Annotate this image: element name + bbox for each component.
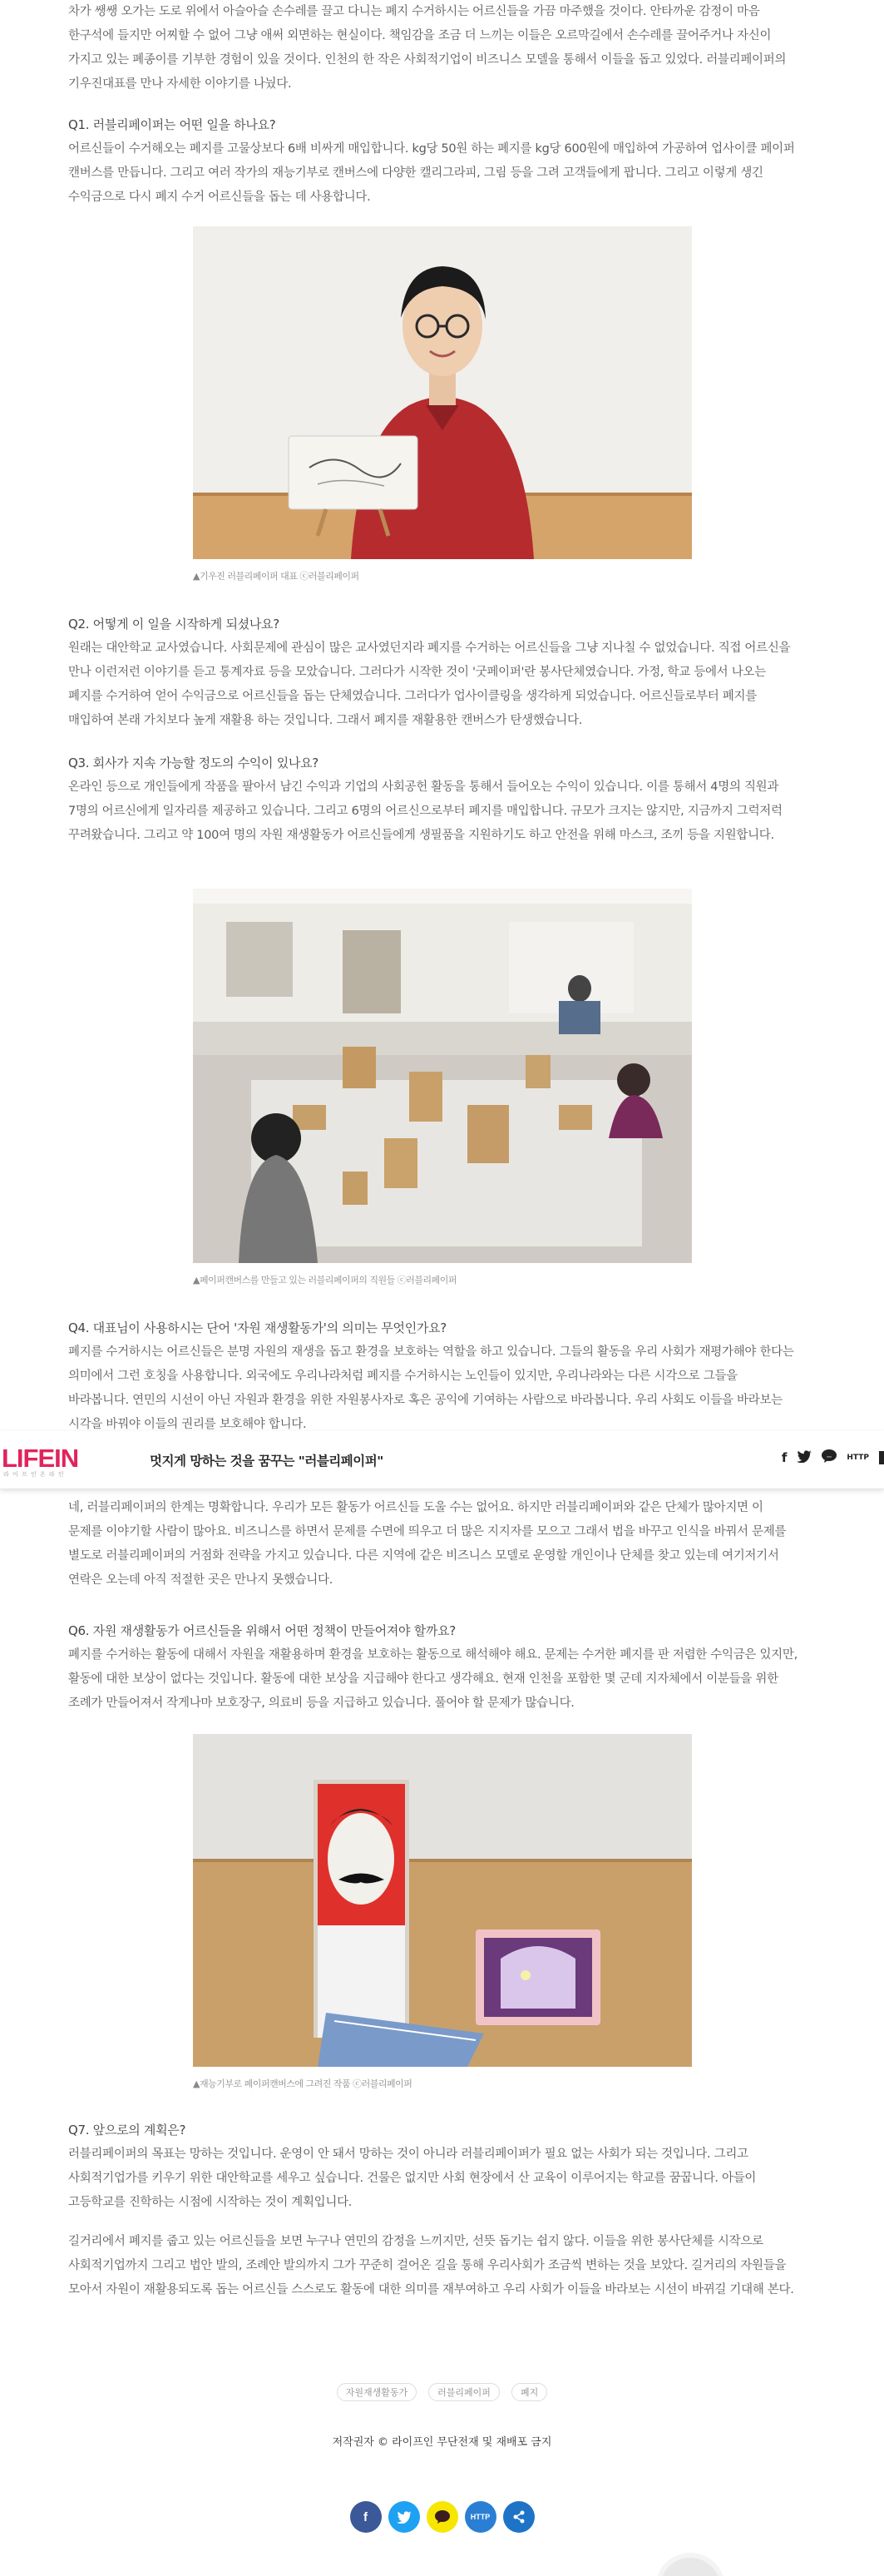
http-link-icon: HTTP (470, 2513, 491, 2521)
logo-text: LIFEIN (2, 1444, 79, 1473)
question-3: Q3. 회사가 지속 가능할 정도의 수익이 있나요? (68, 755, 319, 770)
question-1: Q1. 러블리페이퍼는 어떤 일을 하나요? (68, 117, 276, 132)
answer-4: 폐지를 수거하시는 어르신들은 분명 자원의 재생을 돕고 환경을 보호하는 역할을 하고 있습니다. 그들의 활동을 우리 사회가 재평가해야 한다는 의미에서 그런 호칭을 사용합니다. 외국에도 우리나라처럼 폐지를 수거하시는 노인들이 있지만, 우리나라와는 다른 시각으로 그들을 바라봅니다. 연민의 시선이 아닌 자원과 환경을 위한 자원봉사자로 혹은 공익에 기여하는 사람으로 바라봅니다. 우리 사회도 이들을 바라보는 시각을 바꿔야 이들의 권리를 보호해야 합니다. (68, 1345, 794, 1431)
caption-2: ▲페이퍼캔버스를 만들고 있는 러블리페이퍼의 직원들 ⓒ러블리페이퍼 (193, 1275, 457, 1286)
caption-3: ▲재능기부로 페이퍼캔버스에 그려진 작품 ⓒ러블리페이퍼 (193, 2078, 412, 2089)
intro-paragraph: 차가 쌩쌩 오가는 도로 위에서 아슬아슬 손수레를 끌고 다니는 폐지 수거하시는 어르신들을 가끔 마주했을 것이다. 안타까운 감정이 마음 한구석에 들지만 어찌할 수 없어 그냥 애써 외면하는 현실이다. 책임감을 조금 더 느끼는 이들은 오르막길에서 손수레를 끌어주거나 자신이 가지고 있는 폐종이를 기부한 경험이 있을 것이다. 인천의 한 작은 사회적기업이 비즈니스 모델을 통해서 이들을 돕고 있었다. 러블리페이퍼의 기우진대표를 만나 자세한 이야기를 나눴다. (68, 5, 787, 91)
tag-item[interactable]: 러블리페이퍼 (428, 2383, 500, 2401)
twitter-share-button[interactable] (388, 2501, 420, 2533)
svg-text:…: … (827, 1453, 832, 1459)
answer-2: 원래는 대안학교 교사였습니다. 사회문제에 관심이 많은 교사였던지라 폐지를 수거하는 어르신들을 그냥 지나칠 수 없었습니다. 직접 어르신을 만나 이런저런 이야기를 듣고 통계자료 등을 모았습니다. 그러다가 시작한 것이 '굿페이퍼'란 봉사단체였습니다. 가정, 학교 등에서 나오는 폐지를 수거하여 얻어 수익금으로 어르신들을 돕는 단체였습니다. 그러다가 업사이클링을 생각하게 되었습니다. 어르신들로부터 폐지를 매입하여 본래 가치보다 높게 재활용 하는 것입니다. 그래서 폐지를 재활용한 캔버스가 탄생했습니다. (68, 642, 791, 727)
answer-5-extra: 별도로 러블리페이퍼의 거점화 전략을 가지고 있습니다. 다른 지역에 같은 비즈니스 모델로 운영할 개인이나 단체를 찾고 있는데 여기저기서 연락은 오는데 아직 적절한 곳은 만나지 못했습니다. (68, 1549, 779, 1587)
tag-item[interactable]: 폐지 (511, 2383, 547, 2401)
photo-ceo-portrait (193, 226, 692, 559)
photo-workshop (193, 889, 692, 1263)
share-more-icon[interactable] (879, 1451, 884, 1464)
question-4: Q4. 대표님이 사용하시는 단어 '자원 재생활동가'의 의미는 무엇인가요? (68, 1320, 447, 1335)
kakao-icon[interactable] (822, 1449, 837, 1466)
kakao-icon (434, 2509, 451, 2524)
kakao-share-button[interactable] (427, 2501, 458, 2533)
twitter-icon (397, 2511, 412, 2524)
tag-item[interactable]: 자원재생활동가 (337, 2383, 417, 2401)
more-share-button[interactable] (503, 2501, 535, 2533)
facebook-icon[interactable]: f (781, 1450, 788, 1465)
share-toolbar-bottom (0, 2501, 884, 2533)
sticky-article-title: 멋지게 망하는 것을 꿈꾸는 "러블리페이퍼" (150, 1454, 383, 1469)
scroll-top-button[interactable] (655, 2553, 725, 2576)
logo-subtitle: 라 이 프 인 온 라 인 (3, 1471, 65, 1478)
answer-7: 러블리페이퍼의 목표는 망하는 것입니다. 운영이 안 돼서 망하는 것이 아니라 러블리페이퍼가 필요 없는 사회가 되는 것입니다. 그리고 사회적기업가를 키우기 위한 대안학교를 세우고 싶습니다. 건물은 없지만 사회 현장에서 산 교육이 이루어지는 학교를 꿈꿉니다. 아들이 고등학교를 진학하는 시점에 시작하는 것이 계획입니다. (68, 2147, 757, 2209)
share-icon (512, 2510, 526, 2524)
answer-3: 온라인 등으로 개인들에게 작품을 팔아서 남긴 수익과 기업의 사회공헌 활동을 통해서 들어오는 수익이 있습니다. 이를 통해서 4명의 직원과 7명의 어르신에게 일자리를 제공하고 있습니다. 그리고 6명의 어르신으로부터 폐지를 매입합니다. 규모가 크지는 않지만, 지금까지 그럭저럭 꾸려왔습니다. 그리고 약 100여 명의 자원 재생활동가 어르신들에게 생필품을 지원하기도 하고 안전을 위해 마스크, 조끼 등을 지원합니다. (68, 780, 783, 842)
site-logo[interactable] (0, 1442, 108, 1479)
facebook-share-button[interactable] (350, 2501, 382, 2533)
answer-6: 폐지를 수거하는 활동에 대해서 자원을 재활용하며 환경을 보호하는 활동으로 해석해야 해요. 문제는 수거한 폐지를 판 저렴한 수익금은 있지만, 활동에 대한 보상이 없다는 것입니다. 활동에 대한 보상을 지급해야 한다고 생각해요. 현재 인천을 포함한 몇 군데 지자체에서 이분들을 위한 조례가 만들어져서 작게나마 보호장구, 의료비 등을 지급하고 있습니다. 풀어야 할 문제가 많습니다. (68, 1648, 798, 1710)
question-7: Q7. 앞으로의 계획은? (68, 2123, 186, 2138)
caption-1: ▲기우진 러블리페이퍼 대표 ⓒ러블리페이퍼 (193, 571, 359, 582)
sticky-header (0, 1431, 884, 1489)
tag-list (0, 2383, 884, 2401)
photo-artwork (193, 1734, 692, 2067)
outro-paragraph: 길거리에서 폐지를 줍고 있는 어르신들을 보면 누구나 연민의 감정을 느끼지만, 선뜻 돕기는 쉽지 않다. 이들을 위한 봉사단체를 시작으로 사회적기업까지 그리고 법안 발의, 조례안 발의까지 그가 꾸준히 걸어온 길을 통해 우리사회가 조금씩 변하는 것을 보았다. 길거리의 자원들을 모아서 자원이 재활용되도록 돕는 어르신들 스스로도 활동에 대한 의미를 재부여하고 우리 사회가 이들을 바라보는 시선이 바뀌길 기대해 본다. (68, 2235, 794, 2296)
facebook-icon: f (363, 2509, 368, 2524)
twitter-icon[interactable] (797, 1450, 812, 1466)
question-2: Q2. 어떻게 이 일을 시작하게 되셨나요? (68, 617, 279, 632)
question-6: Q6. 자원 재생활동가 어르신들을 위해서 어떤 정책이 만들어져야 할까요? (68, 1623, 456, 1638)
share-toolbar-top (782, 1449, 884, 1466)
copyright-notice: 저작권자 © 라이프인 무단전재 및 재배포 금지 (332, 2436, 552, 2449)
http-link-icon[interactable]: HTTP (847, 1454, 869, 1462)
answer-1: 어르신들이 수거해오는 폐지를 고물상보다 6배 비싸게 매입합니다. kg당 50원 하는 폐지를 kg당 600원에 매입하여 가공하여 업사이클 페이퍼 캔버스를 만듭니다. 그리고 여러 작가의 재능기부로 캔버스에 다양한 캘리그라피, 그림 등을 그려 고객들에게 팝니다. 그리고 이렇게 생긴 수익금으로 다시 폐지 수거 어르신들을 돕는 데 사용합니다. (68, 142, 795, 204)
http-share-button[interactable] (465, 2501, 496, 2533)
answer-5: 네, 러블리페이퍼의 한계는 명확합니다. 우리가 모든 활동가 어르신들 도울 수는 없어요. 하지만 러블리페이퍼와 같은 단체가 많아지면 이 문제를 이야기할 사람이 많아요. 비즈니스를 하면서 문제를 수면에 띄우고 더 많은 지지자를 모으고 그래서 법을 바꾸고 인식을 바꿔서 문제를 (68, 1501, 787, 1538)
